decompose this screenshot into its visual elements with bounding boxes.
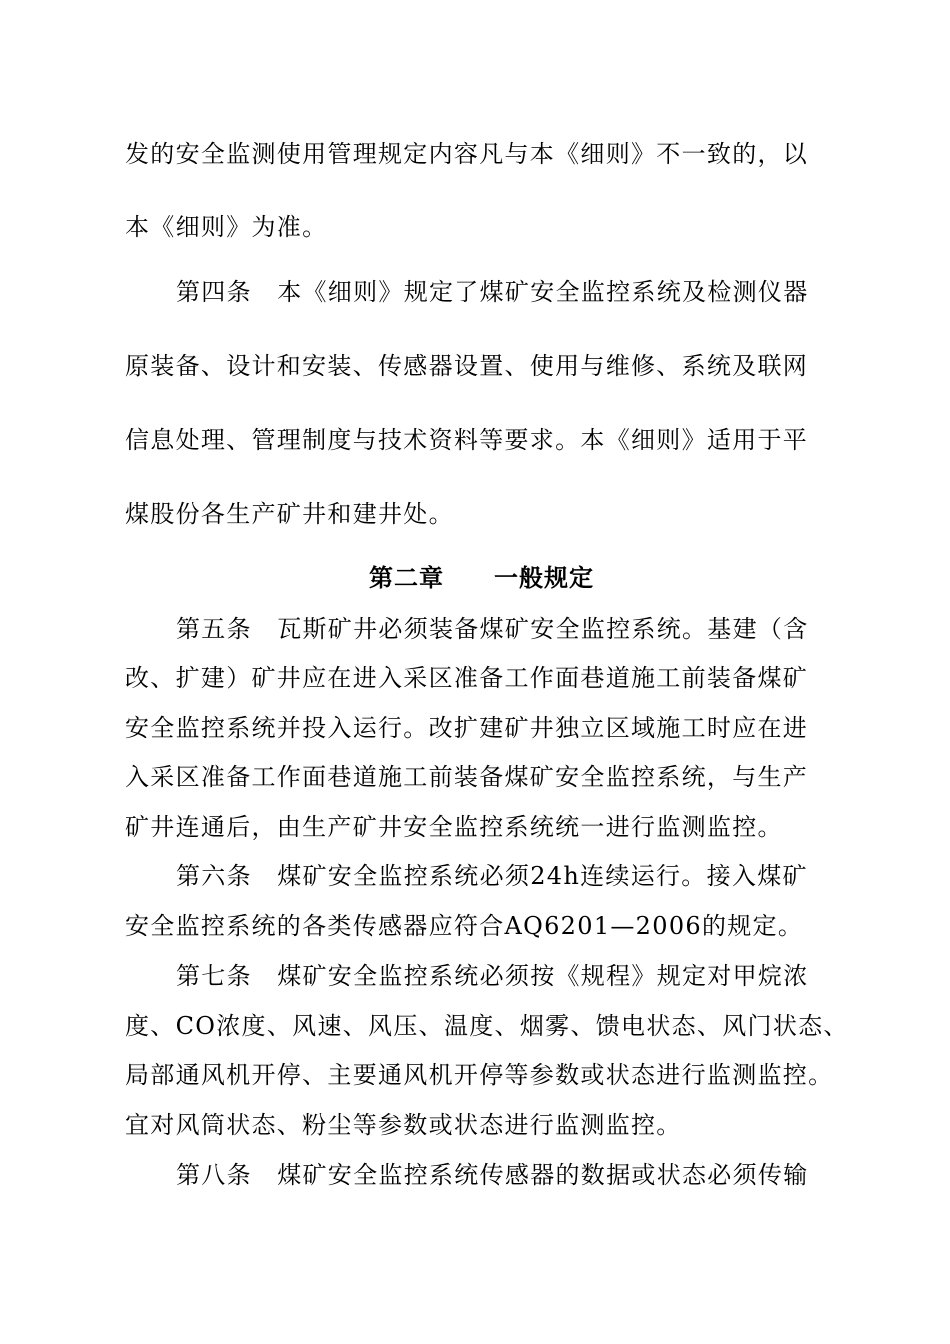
article-6-line: 第六条 煤矿安全监控系统必须24h连续运行。接入煤矿 (176, 862, 808, 890)
article-4-line: 第四条 本《细则》规定了煤矿安全监控系统及检测仪器 (176, 278, 809, 306)
text-line: 改、扩建）矿井应在进入采区准备工作面巷道施工前装备煤矿 (125, 664, 809, 692)
text-line: 信息处理、管理制度与技术资料等要求。本《细则》适用于平 (125, 426, 809, 454)
text-line: 原装备、设计和安装、传感器设置、使用与维修、系统及联网 (125, 352, 809, 380)
text-line: 煤股份各生产矿井和建井处。 (125, 500, 454, 528)
text-line: 安全监控系统的各类传感器应符合AQ6201—2006的规定。 (125, 912, 804, 940)
text-line: 宜对风筒状态、粉尘等参数或状态进行监测监控。 (125, 1111, 682, 1139)
text-line: 度、CO浓度、风速、风压、温度、烟雾、馈电状态、风门状态、 (125, 1012, 849, 1040)
article-7-line: 第七条 煤矿安全监控系统必须按《规程》规定对甲烷浓 (176, 962, 809, 990)
text-line: 局部通风机开停、主要通风机开停等参数或状态进行监测监控。 (125, 1061, 834, 1089)
text-line: 矿井连通后，由生产矿井安全监控系统统一进行监测监控。 (125, 813, 783, 841)
text-line: 安全监控系统并投入运行。改扩建矿井独立区域施工时应在进 (125, 714, 809, 742)
text-line: 本《细则》为准。 (125, 213, 328, 241)
article-5-line: 第五条 瓦斯矿井必须装备煤矿安全监控系统。基建（含 (176, 615, 809, 643)
text-line: 入采区准备工作面巷道施工前装备煤矿安全监控系统，与生产 (125, 763, 809, 791)
article-8-line: 第八条 煤矿安全监控系统传感器的数据或状态必须传输 (176, 1161, 809, 1189)
text-line: 发的安全监测使用管理规定内容凡与本《细则》不一致的，以 (125, 140, 809, 168)
chapter-heading: 第二章 一般规定 (369, 564, 594, 592)
